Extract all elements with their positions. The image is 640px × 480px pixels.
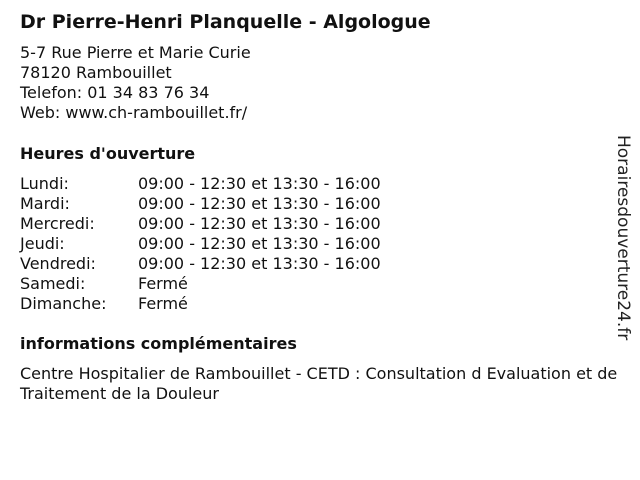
day-label: Mardi:: [20, 194, 70, 213]
additional-info-heading: informations complémentaires: [20, 334, 297, 353]
hours-row-saturday: [20, 274, 620, 294]
day-hours: 09:00 - 12:30 et 13:30 - 16:00: [138, 174, 381, 193]
website: Web: www.ch-rambouillet.fr/: [20, 103, 248, 122]
opening-hours-heading: Heures d'ouverture: [20, 144, 196, 163]
day-label: Mercredi:: [20, 214, 95, 233]
day-hours: 09:00 - 12:30 et 13:30 - 16:00: [138, 194, 381, 213]
day-hours: 09:00 - 12:30 et 13:30 - 16:00: [138, 214, 381, 233]
opening-hours-table: [20, 174, 620, 314]
day-label: Samedi:: [20, 274, 86, 293]
day-hours: Fermé: [138, 274, 188, 293]
hours-row-wednesday: [20, 214, 620, 234]
hours-row-monday: [20, 174, 620, 194]
postal-city: 78120 Rambouillet: [20, 63, 172, 82]
business-card: [20, 10, 620, 404]
hours-row-tuesday: [20, 194, 620, 214]
hours-row-sunday: [20, 294, 620, 314]
day-label: Lundi:: [20, 174, 69, 193]
hours-row-thursday: [20, 234, 620, 254]
day-hours: 09:00 - 12:30 et 13:30 - 16:00: [138, 254, 381, 273]
hours-row-friday: [20, 254, 620, 274]
day-hours: Fermé: [138, 294, 188, 313]
address-block: [20, 43, 620, 123]
page-title: Dr Pierre-Henri Planquelle - Algologue: [20, 11, 431, 33]
day-label: Dimanche:: [20, 294, 107, 313]
day-label: Jeudi:: [20, 234, 65, 253]
day-hours: 09:00 - 12:30 et 13:30 - 16:00: [138, 234, 381, 253]
day-label: Vendredi:: [20, 254, 96, 273]
site-watermark: Horairesdouverture24.fr: [613, 135, 633, 341]
additional-info-text: Centre Hospitalier de Rambouillet - CETD : Consultation d Evaluation et de Traitement de la Douleur: [20, 364, 618, 403]
phone-number: Telefon: 01 34 83 76 34: [20, 83, 210, 102]
street-address: 5-7 Rue Pierre et Marie Curie: [20, 43, 251, 62]
